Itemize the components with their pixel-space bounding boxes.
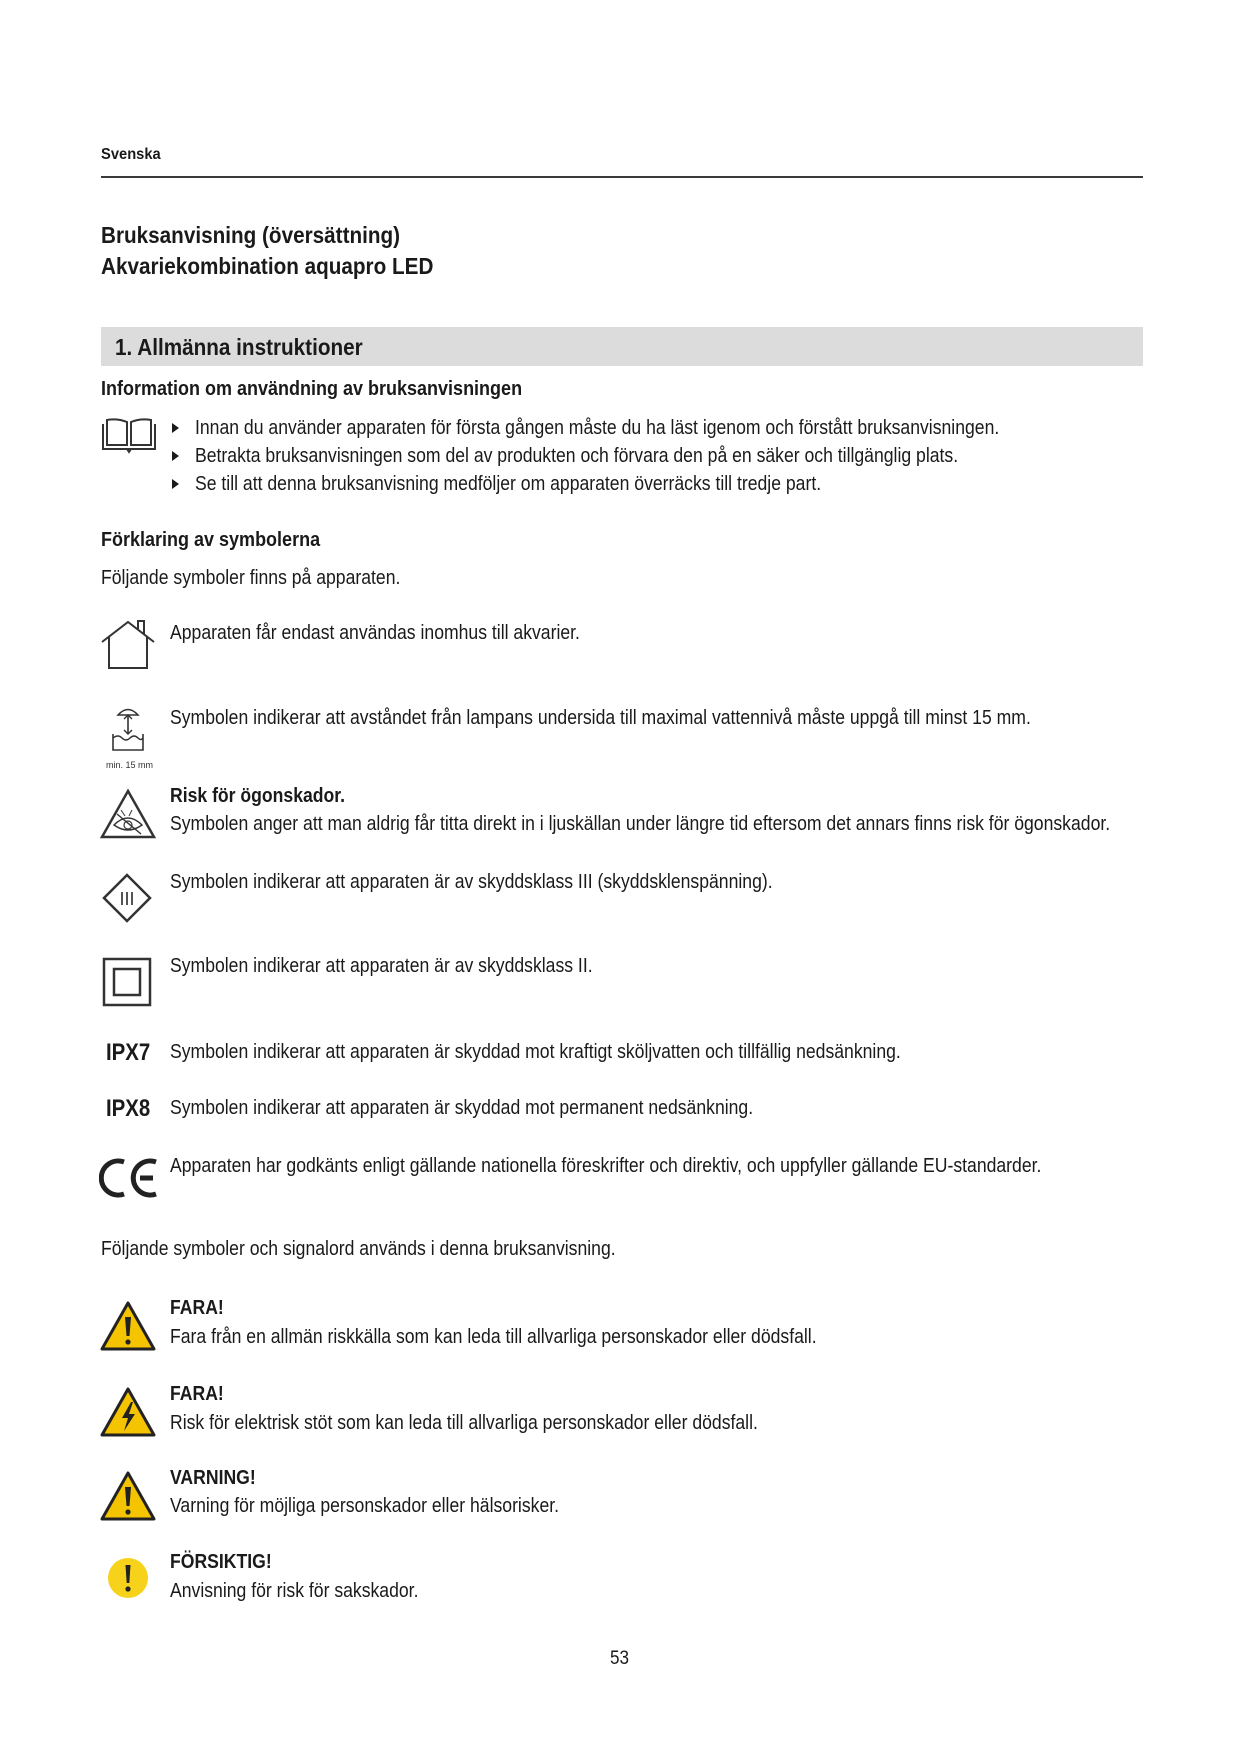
protection-class-2-icon: [102, 957, 152, 1007]
document-title: Bruksanvisning (översättning): [101, 222, 401, 248]
caution-icon: [106, 1556, 150, 1600]
symbols-intro: Följande symboler finns på apparaten.: [101, 567, 401, 589]
signal-text: Anvisning för risk för sakskador.: [170, 1580, 419, 1602]
protection-class-3-icon: [102, 873, 152, 923]
eye-injury-warning-icon: [99, 788, 157, 840]
signals-intro: Följande symboler och signalord används i denna bruksanvisning.: [101, 1238, 616, 1260]
signal-text: Varning för möjliga personskador eller hälsorisker.: [170, 1495, 560, 1517]
signal-title: FÖRSIKTIG!: [170, 1551, 272, 1573]
signal-title: VARNING!: [170, 1467, 256, 1489]
manual-page: Svenska Bruksanvisning (översättning) Akvariekombination aquapro LED 1. Allmänna instruktioner Information om användning av bruksanvisningen Innan du använder apparaten för första gången måste du ha läst igenom och förstått bruksanvisningen. Betrakta bruksanvisningen som del av produkten och förvara den på en säker och tillgänglig plats. Se till att denna bruksanvisning medföljer om apparaten överräcks till tredje part. Förklaring av symbolerna Följande symboler finns på apparaten. Apparaten får endast användas inomhus till akvarier. min. 15 mm Symbolen indikerar att avståndet från lampans undersida till maximal vattennivå måste uppgå till minst 15 mm. Risk för ögonskador. Symbolen anger att man aldrig får titta direkt in i ljuskällan under längre tid eftersom det annars finns risk för ögonskador. III Symbolen indikerar att apparaten är av skyddsklass III (skyddsklenspänning). Symbolen indikerar att apparaten är av skyddsklass II. IPX7 Symbolen indikerar att apparaten är skyddad mot kraftigt sköljvatten och tillfällig nedsänkning. IPX8 Symbolen indikerar att apparaten är skyddad mot permanent nedsänkning. Apparaten har godkänts enligt gällande nationella föreskrifter och direktiv, och uppfyller gällande EU-standarder. Följande symboler och signalord används i denna bruksanvisning. FARA! Fara från en allmän riskkälla som kan leda till allvarliga personskador eller dödsfall. FARA! Risk för elektrisk stöt som kan leda till allvarliga personskador eller dödsfall. VARNING! Varning för möjliga personskador eller hälsorisker. FÖRSIKTIG! Anvisning för risk för sakskador. 53: [0, 0, 1241, 1754]
eye-risk-title: Risk för ögonskador.: [170, 785, 346, 807]
ipx8-label: IPX8: [106, 1095, 151, 1122]
indoor-use-house-icon: [100, 618, 156, 670]
signal-text: Fara från en allmän riskkälla som kan leda till allvarliga personskador eller dödsfall.: [170, 1326, 817, 1348]
product-title: Akvariekombination aquapro LED: [101, 253, 434, 279]
ipx7-text: Symbolen indikerar att apparaten är skyddad mot kraftigt sköljvatten och tillfällig nedsänkning.: [170, 1041, 901, 1063]
indoor-use-text: Apparaten får endast användas inomhus till akvarier.: [170, 622, 580, 644]
min-distance-label: min. 15 mm: [106, 760, 154, 770]
signal-title: FARA!: [170, 1297, 224, 1319]
header-divider: [101, 176, 1143, 178]
header-language: Svenska: [101, 146, 161, 163]
bullet-arrow-icon: [172, 451, 179, 461]
class-2-text: Symbolen indikerar att apparaten är av skyddsklass II.: [170, 955, 593, 977]
signal-title: FARA!: [170, 1383, 224, 1405]
general-danger-icon: [99, 1300, 157, 1352]
eye-risk-text: Symbolen anger att man aldrig får titta direkt in i ljuskällan under längre tid eftersom det annars finns risk för ögonskador.: [170, 813, 1111, 835]
ce-mark-icon: [99, 1156, 159, 1200]
page-number: 53: [610, 1648, 630, 1669]
bullet-arrow-icon: [172, 423, 179, 433]
section-heading-bar: [101, 327, 1143, 366]
bullet-arrow-icon: [172, 479, 179, 489]
ipx8-text: Symbolen indikerar att apparaten är skyddad mot permanent nedsänkning.: [170, 1097, 754, 1119]
ce-text: Apparaten har godkänts enligt gällande nationella föreskrifter och direktiv, och uppfyller gällande EU-standarder.: [170, 1155, 1042, 1177]
signal-text: Risk för elektrisk stöt som kan leda till allvarliga personskador eller dödsfall.: [170, 1412, 758, 1434]
ipx7-label: IPX7: [106, 1039, 151, 1066]
section-heading: 1. Allmänna instruktioner: [115, 334, 363, 360]
symbols-heading: Förklaring av symbolerna: [101, 529, 321, 551]
open-book-icon: [100, 416, 158, 456]
svg-text:III: III: [119, 889, 135, 909]
electric-shock-danger-icon: [99, 1386, 157, 1438]
info-heading: Information om användning av bruksanvisningen: [101, 378, 523, 400]
class-3-text: Symbolen indikerar att apparaten är av skyddsklass III (skyddsklenspänning).: [170, 871, 773, 893]
warning-icon: [99, 1470, 157, 1522]
distance-text: Symbolen indikerar att avståndet från lampans undersida till maximal vattennivå måste uppgå till minst 15 mm.: [170, 707, 1031, 729]
lamp-distance-icon: [110, 704, 146, 756]
